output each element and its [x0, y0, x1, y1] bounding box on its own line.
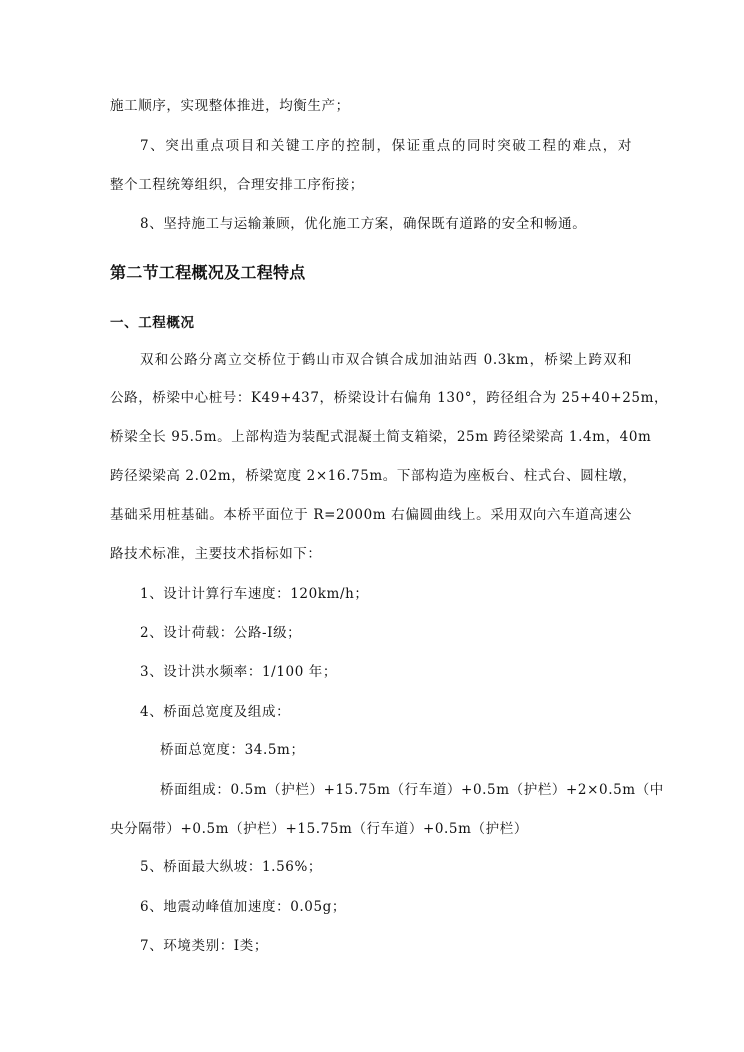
list-item-7-line: 整个工程统筹组织，合理安排工序衔接； [110, 177, 364, 193]
overview-paragraph-line: 双和公路分离立交桥位于鹤山市双合镇合成加油站西 0.3km，桥梁上跨双和 [140, 352, 632, 368]
spec-item: 7、环境类别：Ⅰ类； [140, 938, 268, 954]
overview-paragraph-line: 路技术标准，主要技术指标如下： [110, 546, 322, 562]
list-item-8: 8、坚持施工与运输兼顾，优化施工方案，确保既有道路的安全和畅通。 [140, 216, 587, 232]
section-heading: 第二节工程概况及工程特点 [110, 263, 306, 282]
paragraph-line: 施工顺序，实现整体推进，均衡生产； [110, 98, 350, 114]
spec-item: 4、桥面总宽度及组成： [140, 704, 291, 720]
spec-item: 6、地震动峰值加速度：0.05g； [140, 899, 346, 915]
spec-item: 2、设计荷载：公路-Ⅰ级； [140, 625, 302, 641]
spec-subitem: 央分隔带）+0.5m（护栏）+15.75m（行车道）+0.5m（护栏） [110, 821, 528, 837]
spec-subitem: 桥面总宽度：34.5m； [160, 742, 305, 758]
spec-item: 1、设计计算行车速度：120km/h； [140, 586, 369, 602]
subsection-heading: 一、工程概况 [110, 315, 195, 331]
spec-item: 5、桥面最大纵坡：1.56%； [140, 859, 322, 875]
overview-paragraph-line: 桥梁全长 95.5m。上部构造为装配式混凝土简支箱梁，25m 跨径梁梁高 1.4m，40m [110, 429, 652, 445]
overview-paragraph-line: 公路，桥梁中心桩号：K49+437，桥梁设计右偏角 130°，跨径组合为 25+40+25m， [110, 390, 669, 406]
overview-paragraph-line: 跨径梁梁高 2.02m，桥梁宽度 2×16.75m。下部构造为座板台、柱式台、圆柱墩， [110, 468, 637, 484]
overview-paragraph-line: 基础采用桩基础。本桥平面位于 R=2000m 右偏圆曲线上。采用双向六车道高速公 [110, 507, 632, 523]
list-item-7-line: 7、突出重点项目和关键工序的控制，保证重点的同时突破工程的难点，对 [140, 138, 632, 154]
spec-subitem: 桥面组成：0.5m（护栏）+15.75m（行车道）+0.5m（护栏）+2×0.5m（中 [160, 782, 664, 798]
spec-item: 3、设计洪水频率：1/100 年； [140, 664, 337, 680]
